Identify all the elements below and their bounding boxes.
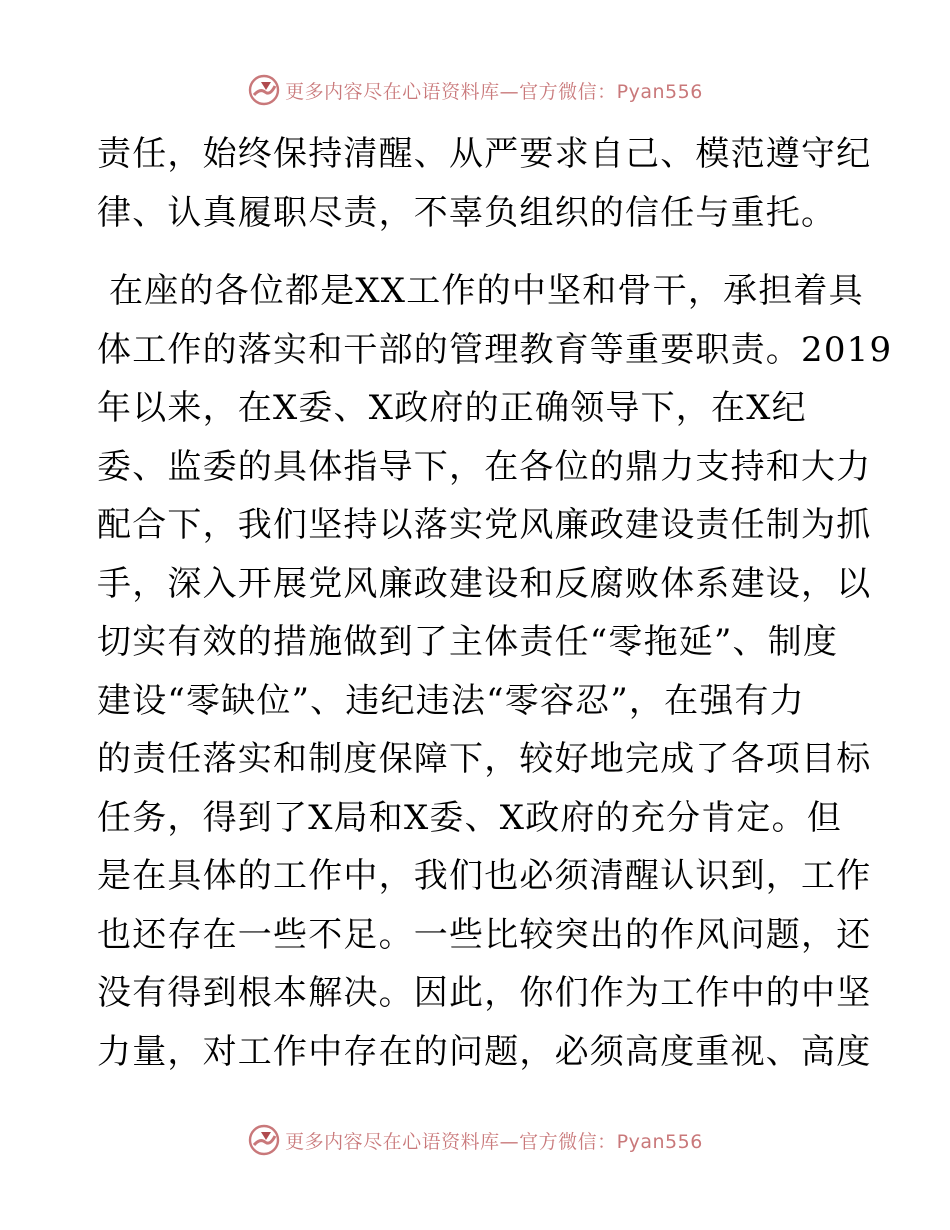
text-line: 力量，对工作中存在的问题，必须高度重视、高度 xyxy=(97,1031,872,1072)
text-line: 责任，始终保持清醒、从严要求自己、模范遵守纪 xyxy=(97,134,872,174)
footer-watermark-banner xyxy=(0,1122,950,1158)
text-line: 切实有效的措施做到了主体责任“零拖延”、制度 xyxy=(97,622,839,662)
text-line: 任务，得到了X局和X委、X政府的充分肯定。但 xyxy=(97,797,843,838)
text-line: 委、监委的具体指导下，在各位的鼎力支持和大力 xyxy=(97,446,872,487)
text-line: 是在具体的工作中，我们也必须清醒认识到，工作 xyxy=(97,856,872,896)
text-line: 也还存在一些不足。一些比较突出的作风问题，还 xyxy=(97,914,872,955)
paragraph-2 xyxy=(97,262,893,1081)
header-banner-text: 更多内容尽在心语资料库—官方微信：Pyan556 xyxy=(285,80,703,103)
text-line: 在座的各位都是XX工作的中坚和骨干，承担着具 xyxy=(97,271,864,311)
text-line: 没有得到根本解决。因此，你们作为工作中的中坚 xyxy=(97,973,872,1013)
text-line: 年以来，在X委、X政府的正确领导下，在X纪 xyxy=(97,388,807,428)
paragraph-spacer xyxy=(97,242,857,262)
text-line: 建设“零缺位”、违纪违法“零容忍”，在强有力 xyxy=(97,680,805,721)
pen-book-logo-icon xyxy=(247,73,281,107)
text-line: 配合下，我们坚持以落实党风廉政建设责任制为抓 xyxy=(97,505,872,545)
header-watermark-banner xyxy=(0,72,950,108)
text-line: 律、认真履职尽责，不辜负组织的信任与重托。 xyxy=(97,192,837,233)
text-line: 体工作的落实和干部的管理教育等重要职责。2019 xyxy=(97,329,893,370)
text-line: 手，深入开展党风廉政建设和反腐败体系建设，以 xyxy=(97,563,872,604)
pen-book-logo-icon xyxy=(247,1123,281,1157)
text-line: 的责任落实和制度保障下，较好地完成了各项目标 xyxy=(97,739,872,779)
paragraph-1 xyxy=(97,125,872,242)
footer-banner-text: 更多内容尽在心语资料库—官方微信：Pyan556 xyxy=(285,1130,703,1153)
document-body xyxy=(97,125,893,1081)
